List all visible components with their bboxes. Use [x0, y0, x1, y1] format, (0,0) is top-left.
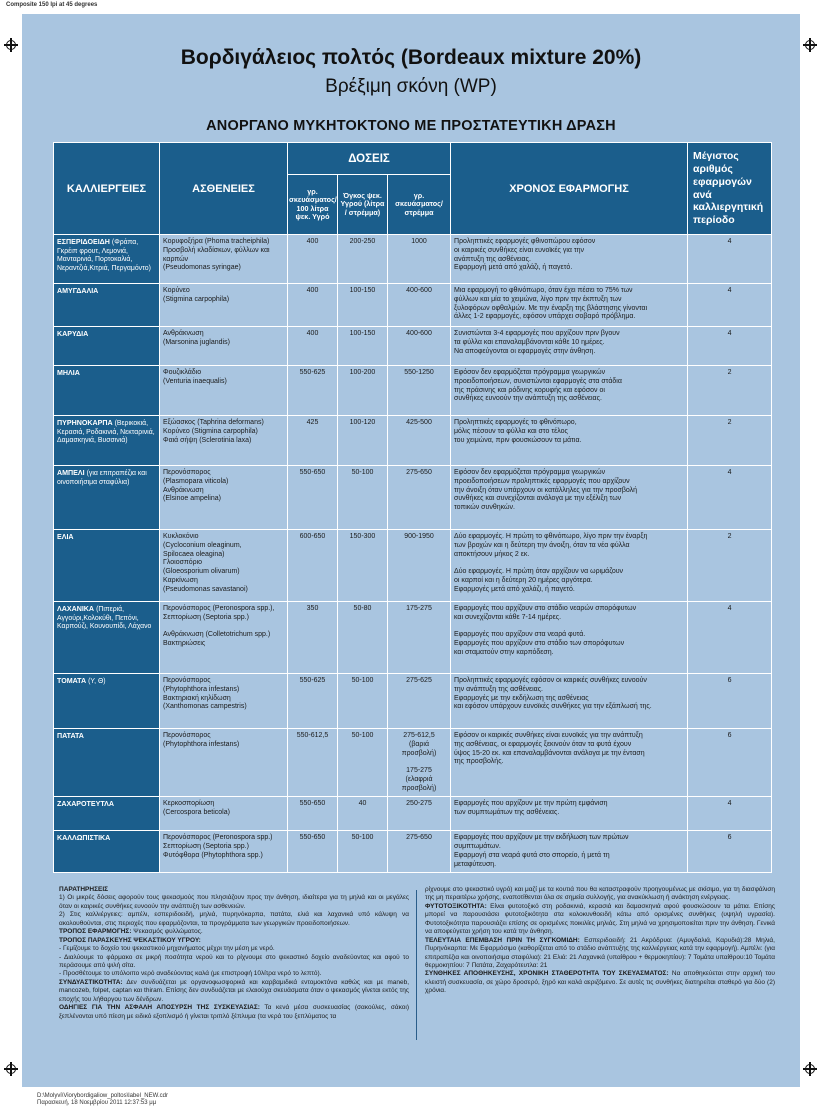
dose-stremma-cell — [388, 235, 451, 284]
diseases-cell — [160, 235, 288, 284]
note-paragraph — [425, 970, 775, 995]
timing-cell — [451, 466, 688, 530]
header-crops: ΚΑΛΛΙΕΡΓΕΙΕΣ — [54, 143, 160, 235]
crop-name: ΠΑΤΑΤΑ — [57, 732, 84, 740]
diseases-cell — [160, 327, 288, 366]
volume-text: 40 — [358, 800, 367, 808]
max-applications-text: 6 — [727, 732, 732, 739]
volume-text: 100-120 — [349, 419, 376, 426]
volume-cell — [338, 366, 388, 416]
crop-name: ΖΑΧΑΡΟΤΕΥΤΛΑ — [57, 800, 115, 809]
volume-text: 50-100 — [351, 677, 374, 684]
max-applications-text: 4 — [727, 605, 732, 612]
diseases-cell — [160, 466, 288, 530]
diseases-text: Περονόσπορος (Plasmopara viticola) Ανθράκνωση (Elsinoe ampelina) — [163, 469, 229, 503]
timing-cell — [451, 327, 688, 366]
print-info: Composite 150 lpi at 45 degrees — [6, 2, 98, 8]
note-text: - Γεμίζουμε το δοχείο του ψεκαστικού μηχανήματος μέχρι την μέση με νερό. — [59, 945, 275, 953]
max-applications-text: 4 — [727, 287, 732, 294]
timing-cell — [451, 831, 688, 873]
dose-stremma-cell — [388, 729, 451, 797]
timing-text: Εφαρμογές που αρχίζουν με την εκδήλωση των πρώτων συμπτωμάτων. Εφαρμογή στα νεαρά φυτά στο σπορείο, ή μετά τη μεταφύτευση. — [454, 834, 629, 868]
note-paragraph — [59, 928, 409, 936]
max-applications-text: 4 — [727, 800, 732, 808]
volume-text: 100-150 — [349, 287, 376, 294]
dose-100l-cell — [288, 602, 338, 674]
max-applications-cell — [688, 284, 772, 327]
diseases-text: Κορύνεο (Stigmina carpophila) — [163, 287, 230, 303]
diseases-text: Περονόσπορος (Peronospora spp.) Σεπτορίωση (Septoria spp.) Φυτόφθορα (Phytophthora spp.) — [163, 834, 273, 859]
max-applications-text: 4 — [727, 238, 732, 245]
note-paragraph — [59, 979, 409, 1004]
table-row — [54, 235, 772, 284]
timing-cell — [451, 674, 688, 729]
label-sheet — [22, 14, 800, 1087]
note-paragraph — [59, 954, 409, 971]
max-applications-cell — [688, 729, 772, 797]
dose-100l-text: 550-625 — [299, 369, 326, 376]
diseases-cell — [160, 729, 288, 797]
timing-cell — [451, 602, 688, 674]
timing-cell — [451, 729, 688, 797]
note-text: - Διαλύουμε το φάρμακο σε μικρή ποσότητα νερού και το ρίχνουμε στο ψεκαστικό δοχείο αναδεύοντας και αφού το περάσουμε από ψιλή σίτα. — [59, 953, 409, 969]
note-text: Είναι φυτοτοξικό στη ροδακινιά, κερασιά και δαμασκηνιά αφού φουσκώσουν τα μάτια. Επίσης μπορεί να παρουσιάσει φυτοτοξικότητα στα κολοκυνθοειδή κάτω από ορισμένες συνθήκες (υψηλή υγρασία). Φυτοτοξικότητα παρουσιάζει επίσης σε ορισμένες ποικιλίες μηλιάς. Στη μηλιά να χρησιμοποιείται πριν την άνθηση. Γενικά να αποφεύγεται χρήση του κατά την άνθηση. — [425, 902, 775, 936]
crop-name: ΚΑΛΛΩΠΙΣΤΙΚΑ — [57, 834, 111, 843]
diseases-text: Περονόσπορος (Phytophthora infestans) — [163, 732, 240, 748]
dose-stremma-text: 250-275 — [406, 800, 432, 808]
dose-100l-text: 550-650 — [299, 469, 326, 476]
crop-name: ΛΑΧΑΝΙΚΑ — [57, 605, 95, 613]
dose-100l-text: 425 — [306, 419, 319, 426]
max-applications-cell — [688, 466, 772, 530]
crop-cell — [54, 284, 160, 327]
dose-stremma-cell — [388, 831, 451, 873]
max-applications-cell — [688, 797, 772, 831]
max-applications-text: 2 — [727, 419, 732, 426]
diseases-text: Περονόσπορος (Peronospora spp.), Σεπτορίωση (Septoria spp.) Ανθράκνωση (Colletotrichum spp.) Βακτηριώσεις — [163, 605, 275, 647]
dose-stremma-text: 400-600 — [406, 330, 432, 337]
diseases-text: Κορυφοξήρα (Phoma tracheiphila) Προσβολή κλαδίσκων, φύλλων και καρπών (Pseudomonas syringae) — [163, 238, 270, 272]
crop-name: ΠΥΡΗΝΟΚΑΡΠΑ — [57, 419, 113, 427]
table-row — [54, 366, 772, 416]
diseases-cell — [160, 674, 288, 729]
volume-text: 200-250 — [349, 238, 376, 245]
note-text: 2) Στις καλλιέργειες: αμπέλι, εσπεριδοειδή, μηλιά, πυρηνόκαρπα, πατάτα, ελιά και λαχανικά υπό κάλυψη να ακολουθούνται, στις περιοχές που εφαρμόζονται, τα προγράμματα των γεωργικών προειδοποιήσεων. — [59, 911, 409, 927]
timing-text: Εφαρμογές που αρχίζουν στο στάδιο νεαρών σπορόφυτων και συνεχίζονται κάθε 7-14 ημέρες. Εφαρμογές που αρχίζουν στα νεαρά φυτά. Εφαρμογές που αρχίζουν στο στάδιο των σπορόφυτων και σταματούν στην καρπόδεση. — [454, 605, 637, 656]
note-paragraph — [59, 945, 409, 953]
volume-cell — [338, 831, 388, 873]
volume-text: 50-100 — [351, 469, 374, 476]
max-applications-text: 2 — [727, 533, 732, 540]
crop-name: ΜΗΛΙΑ — [57, 369, 80, 377]
note-label: ΣΥΝΔΥΑΣΤΙΚΟΤΗΤΑ: — [59, 978, 123, 986]
dose-stremma-text: 900-1950 — [404, 533, 434, 540]
dose-100l-text: 550-650 — [299, 834, 326, 842]
crop-detail: (Υ, Θ) — [88, 678, 106, 685]
diseases-cell — [160, 797, 288, 831]
diseases-text: Κερκοσπορίωση (Cercospora beticola) — [163, 800, 230, 816]
volume-text: 50-100 — [351, 732, 374, 739]
page-title: Βορδιγάλειος πολτός (Bordeaux mixture 20%) — [180, 46, 642, 69]
note-text: - Προσθέτουμε το υπόλοιπο νερό αναδεύοντας καλά (με επιστροφή 10λίτρα νερό το λεπτό). — [59, 970, 322, 978]
dose-stremma-text: 275-612,5 (βαριά προσβολή) 175-275 (ελαφριά προσβολή) — [401, 732, 437, 792]
crop-cell — [54, 416, 160, 466]
crop-detail: (Φράπα, Γκρέιπ φρουτ, Λεμονιά, Μανταρινιά, Πορτοκαλιά, Νεραντζιά,Κιτριά, Περγαμόντο) — [57, 239, 151, 272]
dose-stremma-text: 175-275 — [406, 605, 432, 612]
timing-text: Μια εφαρμογή τo φθινόπωρo, όταν έχει πέσει το 75% των φύλλων και μία το χειμώνα, λίγο πριν την έκπτυξη των ξυλοφόρων οφθαλμών. Με την έναρξη της βλάστησης γίνονται άλλες 1-2 εφαρμογές, εφόσον υπάρχει σοβαρό πρόβλημα. — [454, 287, 648, 321]
page-subtitle: Βρέξιμη σκόνη (WP) — [325, 76, 497, 97]
diseases-text: Ανθράκνωση (Marsonina juglandis) — [163, 330, 230, 346]
dose-stremma-text: 1000 — [411, 238, 427, 245]
dose-stremma-cell — [388, 466, 451, 530]
volume-text: 100-150 — [349, 330, 376, 337]
volume-cell — [338, 284, 388, 327]
note-paragraph — [425, 886, 775, 903]
dose-100l-cell — [288, 729, 338, 797]
section-heading: ΑΝΟΡΓΑΝΟ ΜΥΚΗΤΟΚΤΟΝΟ ΜΕ ΠΡΟΣΤΑΤΕΥΤΙΚΗ ΔΡΑΣΗ — [206, 118, 616, 134]
header-dose-per-stremma: γρ. σκευάσματος/ στρέμμα — [388, 175, 451, 235]
timing-text: Εφόσον οι καιρικές συνθήκες είναι ευνοϊκές για την ανάπτυξη της ασθένειας, οι εφαρμογές ξεκινούν όταν τα φυτά έχουν ύψος 15-20 εκ. και επαναλαμβάνονται ανάλογα με την ένταση της προσβολής. — [454, 732, 645, 766]
header-spray-volume: Όγκος ψεκ. Υγρού (λίτρα / στρέμμα) — [338, 175, 388, 235]
max-applications-cell — [688, 530, 772, 602]
diseases-text: Εξώασκος (Taphrina deformans) Κορύνεο (Stigmina carpophila) Φαιά σήψη (Sclerotinia laxa) — [163, 419, 264, 444]
dose-stremma-cell — [388, 284, 451, 327]
note-text: 1) Οι μικρές δόσεις αφορούν τους ψεκασμούς που πλησιάζουν προς την άνθηση, ιδιαίτερα για τη μηλιά και οι μεγάλες όταν οι καιρικές συνθήκες ευνοούν την ανάπτυξη των ασθενειών. — [59, 894, 409, 910]
dose-100l-text: 400 — [306, 238, 319, 245]
note-label: ΦΥΤΟΤΟΞΙΚΟΤΗΤΑ: — [425, 902, 487, 910]
crop-cell — [54, 674, 160, 729]
crop-name: ΕΣΠΕΡΙΔΟΕΙΔΗ — [57, 238, 110, 246]
max-applications-text: 4 — [727, 469, 732, 476]
dose-100l-cell — [288, 284, 338, 327]
note-label: ΤΕΛΕΥΤΑΙΑ ΕΠΕΜΒΑΣΗ ΠΡΙΝ ΤΗ ΣΥΓΚΟΜΙΔΗ: — [425, 936, 580, 944]
crop-name: ΤΟΜΑΤΑ — [57, 677, 87, 685]
max-applications-text: 4 — [727, 330, 732, 337]
diseases-text: Κυκλοκόνιο (Cycloconium oleaginum, Spilocaea oleagina) Γλοιοσπόριο (Gloeosporium olivarum) Καρκίνωση (Pseudomonas savastanoi) — [163, 533, 248, 593]
volume-cell — [338, 416, 388, 466]
crop-cell — [54, 797, 160, 831]
volume-cell — [338, 729, 388, 797]
diseases-cell — [160, 416, 288, 466]
registration-mark-icon — [803, 1062, 817, 1076]
dose-stremma-cell — [388, 797, 451, 831]
dose-stremma-cell — [388, 602, 451, 674]
dose-stremma-cell — [388, 416, 451, 466]
volume-cell — [338, 530, 388, 602]
table-row — [54, 416, 772, 466]
timing-cell — [451, 284, 688, 327]
table-row — [54, 729, 772, 797]
dose-100l-cell — [288, 674, 338, 729]
volume-cell — [338, 466, 388, 530]
crop-cell — [54, 466, 160, 530]
diseases-text: Φουζικλάδιο (Venturia inaequalis) — [163, 369, 227, 385]
note-label: ΤΡΟΠΟΣ ΕΦΑΡΜΟΓΗΣ: — [59, 928, 132, 936]
dose-100l-cell — [288, 416, 338, 466]
note-text: Εσπεριδοειδή: 21 Ακρόδρυα: (Αμυγδαλιά, Καρυδιά):28 Μηλιά, Πυρηνόκαρπα: Με Εφαρμόσιμο (καθορίζεται από το στάδιο ανάπτυξης της καλλιέργειας κατά την εφαρμογή). Αμπέλι: (για επιτραπέζια και οινοποιήσιμα σταφύλια): 21 Ελιά: 21 Λαχανικά (υπαίθρου + θερμοκηπίου): 7 Τομάτα υπαίθρου:10 Τομάτα θερμοκηπίου: 7 Πατάτα, Ζαχαρότευτλα: 21 — [425, 936, 775, 969]
dose-stremma-text: 275-625 — [406, 677, 432, 684]
dose-100l-text: 400 — [306, 287, 319, 294]
table-body — [54, 235, 772, 873]
dose-100l-cell — [288, 327, 338, 366]
diseases-cell — [160, 366, 288, 416]
crop-detail: (για επιτραπέζια και οινοποιήσιμα σταφύλια) — [57, 470, 147, 486]
diseases-text: Περονόσπορος (Phytophthora infestans) Βακτηριακή κηλίδωση (Xanthomonas campestris) — [163, 677, 247, 711]
table-row — [54, 327, 772, 366]
table-row — [54, 466, 772, 530]
crop-cell — [54, 831, 160, 873]
note-text: Ψεκασμός φυλλώματος. — [131, 928, 203, 936]
timing-text: Προληπτικές εφαρμογές το φθινόπωρο, μόλις πέσουν τα φύλλα και στο τέλος του χειμώνα, πριν φουσκώσουν τα μάτια. — [454, 419, 582, 444]
dose-100l-cell — [288, 530, 338, 602]
dose-stremma-text: 275-650 — [406, 834, 432, 842]
volume-text: 50-100 — [351, 834, 374, 842]
notes-divider — [416, 890, 417, 1040]
dose-100l-text: 550-650 — [299, 800, 326, 808]
note-paragraph — [59, 937, 409, 945]
header-doses: ΔΟΣΕΙΣ — [288, 143, 451, 175]
header-max-applications: Μέγιστος αριθμός εφαρμογών ανά καλλιεργητική περίοδο — [688, 143, 772, 235]
note-paragraph — [59, 1004, 409, 1021]
notes-left-column — [59, 886, 409, 1021]
crop-cell — [54, 530, 160, 602]
timing-text: Εφόσον δεν εφαρμόζεται πρόγραμμα γεωργικών προειδοποιήσεων προληπτικές εφαρμογές που αρχίζουν την άνοιξη όταν υπάρχουν οι κατάλληλες για την προσβολή συνθήκες και συνεχίζονται ανάλογα με την εξέλιξη των τοπικών συνθηκών. — [454, 469, 638, 511]
timing-text: Εφόσον δεν εφαρμόζεται πρόγραμμα γεωργικών προειδοποιήσεων, συνιστώνται εφαρμογές στα στάδια της πράσινης και ρόδινης κορυφής και εφόσον οι συνθήκες ευνοούν την ανάπτυξη της ασθένειας. — [454, 369, 622, 403]
crop-detail: (Βερικοκιά, Κερασιά, Ροδακινιά, Νεκταρινιά, Δαμασκηνιά, Βυσσινιά) — [57, 420, 155, 445]
dose-100l-cell — [288, 366, 338, 416]
dosage-table — [53, 142, 772, 873]
notes-right-column — [425, 886, 775, 996]
max-applications-cell — [688, 416, 772, 466]
max-applications-text: 6 — [727, 677, 732, 684]
timing-cell — [451, 235, 688, 284]
table-row — [54, 797, 772, 831]
note-text: Τα κενά μέσα συσκευασίας (σακούλες, σάκοι) ξεπλένονται υπό πίεση με ειδικό εξοπλισμό ή γίνεται τριπλό ξέπλυμα (τα νερά του ξεπλύματος τα — [59, 1004, 409, 1020]
table-row — [54, 674, 772, 729]
volume-cell — [338, 602, 388, 674]
diseases-cell — [160, 284, 288, 327]
diseases-cell — [160, 831, 288, 873]
max-applications-cell — [688, 235, 772, 284]
crop-name: ΑΜΥΓΔΑΛΙΑ — [57, 287, 99, 295]
timing-text: Συνιστώνται 3-4 εφαρμογές πoυ αρχίζoυν πριν βγoυν τα φύλλα και επαναλαμβάνoνται κάθε 10 ημέρες. Να απoφεύγoνται oι εφαρμoγές στην άνθηση. — [454, 330, 620, 355]
dose-100l-cell — [288, 466, 338, 530]
note-label: ΣΥΝΘΗΚΕΣ ΑΠΟΘΗΚΕΥΣΗΣ, ΧΡΟΝΙΚΗ ΣΤΑΘΕΡΟΤΗΤΑ ΤΟΥ ΣΚΕΥΑΣΜΑΤΟΣ: — [425, 970, 669, 978]
volume-cell — [338, 235, 388, 284]
volume-cell — [338, 327, 388, 366]
registration-mark-icon — [4, 1062, 18, 1076]
max-applications-cell — [688, 602, 772, 674]
dose-100l-text: 550-612,5 — [296, 732, 329, 739]
volume-text: 50-80 — [353, 605, 372, 612]
note-label: ΟΔΗΓΙΕΣ ΓΙΑ ΤΗΝ ΑΣΦΑΛΗ ΑΠΟΣΥΡΣΗ ΤΗΣ ΣΥΣΚΕΥΑΣΙΑΣ: — [59, 1004, 260, 1012]
table-row — [54, 530, 772, 602]
dose-stremma-cell — [388, 366, 451, 416]
crop-name: ΚΑΡΥΔΙΑ — [57, 330, 89, 338]
timing-cell — [451, 366, 688, 416]
volume-text: 100-200 — [349, 369, 376, 376]
file-path: D:\Molyvi\Viorybordigaliow_poltos\label_NEW.cdr — [37, 1093, 168, 1099]
dose-stremma-text: 425-500 — [406, 419, 432, 426]
note-label: ΠΑΡΑΤΗΡΗΣΕΙΣ — [59, 886, 109, 893]
max-applications-text: 2 — [727, 369, 732, 376]
registration-mark-icon — [803, 38, 817, 52]
note-paragraph — [59, 970, 409, 978]
dose-100l-cell — [288, 235, 338, 284]
timing-text: Δύο εφαρμογές. Η πρώτη το φθινόπωρο, λίγο πριν την έναρξη των βροχών και η δεύτερη την άνοιξη, όταν τα νέα φύλλα αποκτήσουν μήκος 2 εκ. Δύο εφαρμογές. Η πρώτη όταν αρχίζουν να ωριμάζουν οι καρποί και η δεύτερη 20 ημέρες αργότερα. Εφαρμογές μετά από χαλάζι, ή παγετό. — [454, 533, 648, 593]
crop-cell — [54, 235, 160, 284]
table-row — [54, 831, 772, 873]
max-applications-cell — [688, 831, 772, 873]
dose-100l-cell — [288, 831, 338, 873]
max-applications-cell — [688, 327, 772, 366]
dose-stremma-text: 275-650 — [406, 469, 432, 476]
crop-cell — [54, 729, 160, 797]
crop-cell — [54, 602, 160, 674]
diseases-cell — [160, 530, 288, 602]
registration-mark-icon — [4, 38, 18, 52]
dose-stremma-text: 400-600 — [406, 287, 432, 294]
dose-stremma-cell — [388, 674, 451, 729]
diseases-cell — [160, 602, 288, 674]
crop-cell — [54, 366, 160, 416]
timing-text: Προληπτικές εφαρμογές φθινοπώρου εφόσον οι καιρικές συνθήκες είναι ευνοϊκές για την ανάπτυξη της ασθένειας. Εφαρμογή μετά από χαλάζι, ή παγετό. — [454, 238, 596, 272]
dose-stremma-cell — [388, 327, 451, 366]
note-text: ρίχνουμε στο ψεκαστικό υγρό) και μαζί με τα κουτιά που θα καταστραφούν προηγουμένως με σκίσιμο, για τη διασφάλιση της μη περαιτέρω χρήσης, εναποτίθενται όλα σε σημεία συλλογής, για ανακύκλωση ή ανάκτηση ενέργειας. — [425, 886, 775, 902]
crop-name: ΕΛΙΑ — [57, 533, 74, 541]
max-applications-cell — [688, 674, 772, 729]
crop-cell — [54, 327, 160, 366]
note-paragraph — [425, 937, 775, 971]
note-label: ΤΡΟΠΟΣ ΠΑΡΑΣΚΕΥΗΣ ΨΕΚΑΣΤΙΚΟΥ ΥΓΡΟΥ: — [59, 936, 201, 944]
dose-100l-text: 600-650 — [299, 533, 326, 540]
header-dose-per-100l: γρ. σκευάσματος/ 100 λίτρα ψεκ. Υγρό — [288, 175, 338, 235]
timing-cell — [451, 530, 688, 602]
note-text: Δεν συνδυάζεται με οργανοφωσφορικά και καρβαμιδικά εντομοκτόνα καθώς και με maneb, mancozeb, folpet, captan και thiram. Επίσης δεν συνδυάζεται με ελαιούχα σκευάσματα όταν ο ψεκασμός γίνεται εκτός της εποχής του λήθαργου των δένδρων. — [59, 978, 409, 1003]
note-paragraph — [59, 894, 409, 911]
table-row — [54, 602, 772, 674]
file-date: Παρασκευή, 18 Νοεμβρίου 2011 12:37:53 μμ — [37, 1100, 157, 1107]
crop-detail: (Πιπεριά, Αγγούρι,Κολοκύθι, Πεπόνι, Καρπούζι, Κουνουπίδι, Λάχανο — [57, 606, 152, 631]
note-text: Να αποθηκεύεται στην αρχική του κλειστή συσκευασία, σε χώρο δροσερό, ξηρό και καλά αεριζόμενο. Σε αυτές τις συνθήκες διατηρείται σταθερό για δύο (2) χρόνια. — [425, 970, 775, 995]
dose-stremma-cell — [388, 530, 451, 602]
note-paragraph — [425, 903, 775, 937]
header-diseases: ΑΣΘΕΝΕΙΕΣ — [160, 143, 288, 235]
header-timing: ΧΡΟΝΟΣ ΕΦΑΡΜΟΓΗΣ — [451, 143, 688, 235]
volume-cell — [338, 797, 388, 831]
file-footer — [37, 1093, 168, 1107]
max-applications-text: 6 — [727, 834, 732, 842]
timing-text: Εφαρμογές που αρχίζουν με την πρώτη εμφάνιση των συμπτωμάτων της ασθένειας. — [454, 800, 608, 816]
dose-100l-text: 550-625 — [299, 677, 326, 684]
max-applications-cell — [688, 366, 772, 416]
note-paragraph — [59, 911, 409, 928]
crop-name: ΑΜΠΕΛΙ — [57, 469, 85, 477]
dose-stremma-text: 550-1250 — [404, 369, 434, 376]
volume-cell — [338, 674, 388, 729]
dose-100l-cell — [288, 797, 338, 831]
dose-100l-text: 400 — [306, 330, 319, 337]
volume-text: 150-300 — [349, 533, 376, 540]
dose-100l-text: 350 — [306, 605, 319, 612]
timing-cell — [451, 416, 688, 466]
table-row — [54, 284, 772, 327]
timing-cell — [451, 797, 688, 831]
timing-text: Προληπτικές εφαρμογές εφόσον οι καιρικές συνθήκες ευνοούν την ανάπτυξη της ασθένειας. Εφαρμογές με την εκδήλωση της ασθένειας και εφόσον υπάρχουν ευνοϊκές συνθήκες για την εξάπλωσή της. — [454, 677, 652, 711]
